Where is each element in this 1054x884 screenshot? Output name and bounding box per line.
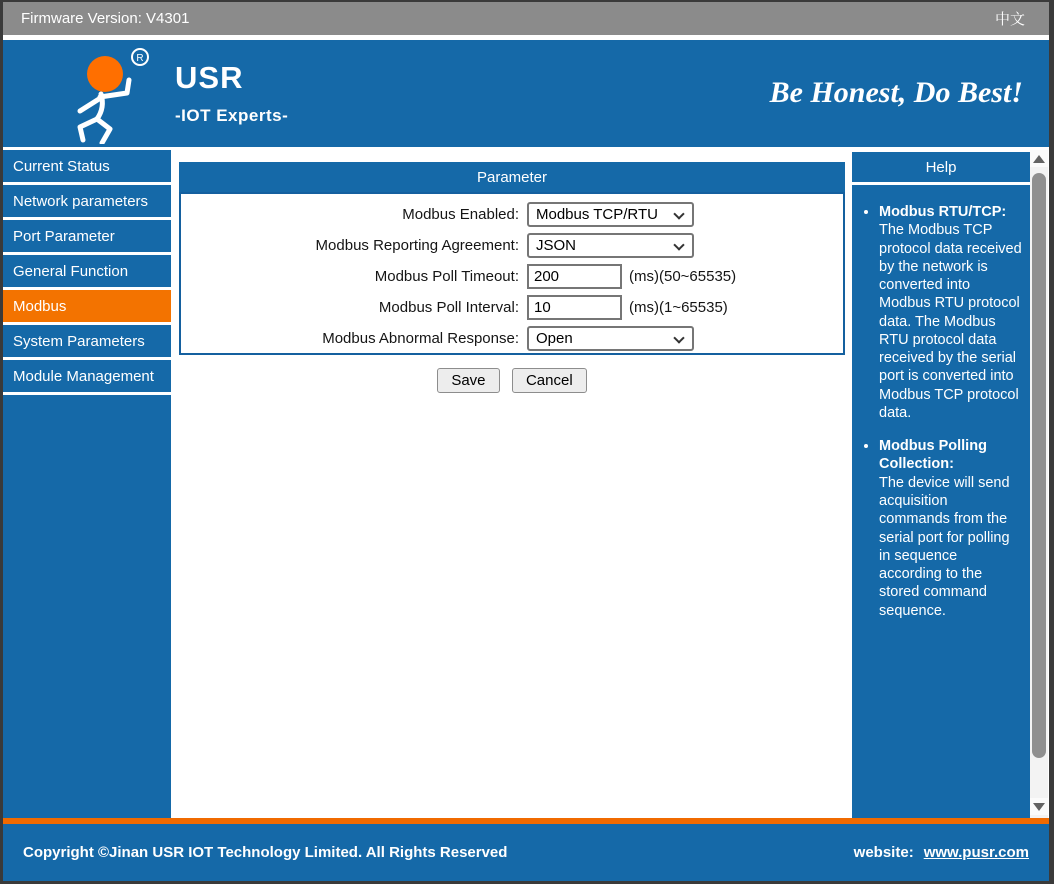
registered-mark: R	[136, 53, 144, 64]
usr-logo-icon	[43, 44, 161, 149]
sidebar-nav	[3, 150, 171, 818]
field-label: Modbus Abnormal Response:	[322, 330, 519, 347]
arrow-up-icon	[1033, 155, 1045, 163]
scroll-up-button[interactable]	[1030, 150, 1048, 167]
save-button[interactable]: Save	[437, 368, 499, 393]
brand-tagline: -IOT Experts-	[175, 106, 289, 125]
form-row-abnormal-response	[181, 323, 843, 354]
help-panel	[852, 152, 1030, 818]
help-item-modbus-polling: • Modbus Polling Collection: The device will send acquisition commands from the serial port for polling in sequence according to the stored command sequence.	[879, 437, 1022, 620]
chevron-down-icon	[673, 208, 684, 219]
firmware-version-label: Firmware Version: V4301	[21, 10, 190, 27]
form-row-poll-interval	[181, 292, 843, 323]
sidebar-item-port-parameter[interactable]: Port Parameter	[3, 220, 171, 255]
topbar	[3, 2, 1049, 35]
abnormal-response-select[interactable]: Open	[527, 326, 694, 351]
poll-timeout-input[interactable]	[527, 264, 622, 289]
sidebar-item-current-status[interactable]: Current Status	[3, 150, 171, 185]
website-label: website:	[853, 844, 914, 861]
sidebar-item-modbus[interactable]: Modbus	[3, 290, 171, 325]
brand-name: USR	[175, 60, 244, 95]
cancel-button[interactable]: Cancel	[512, 368, 587, 393]
brand-block	[175, 60, 288, 126]
field-label: Modbus Reporting Agreement:	[315, 237, 519, 254]
field-label: Modbus Poll Interval:	[378, 299, 519, 316]
field-label: Modbus Enabled:	[402, 206, 519, 223]
panel-title: Parameter	[179, 162, 845, 192]
form-row-poll-timeout	[181, 261, 843, 292]
slogan-text: Be Honest, Do Best!	[769, 76, 1023, 109]
help-content	[852, 185, 1030, 620]
reporting-agreement-select[interactable]: JSON	[527, 233, 694, 258]
sidebar-item-general-function[interactable]: General Function	[3, 255, 171, 290]
help-title: Help	[852, 152, 1030, 185]
chevron-down-icon	[673, 239, 684, 250]
copyright-text: Copyright ©Jinan USR IOT Technology Limited. All Rights Reserved	[23, 844, 508, 861]
sidebar-item-module-management[interactable]: Module Management	[3, 360, 171, 395]
poll-interval-input[interactable]	[527, 295, 622, 320]
sidebar-item-system-parameters[interactable]: System Parameters	[3, 325, 171, 360]
field-label: Modbus Poll Timeout:	[374, 268, 519, 285]
sidebar-item-network-parameters[interactable]: Network parameters	[3, 185, 171, 220]
field-hint: (ms)(1~65535)	[629, 299, 728, 316]
form-actions	[179, 368, 845, 393]
parameter-form	[179, 192, 845, 355]
scrollbar-thumb[interactable]	[1032, 173, 1046, 758]
form-row-reporting-agreement	[181, 230, 843, 261]
language-switch-link[interactable]: 中文	[994, 11, 1025, 28]
arrow-down-icon	[1033, 803, 1045, 811]
vertical-scrollbar	[1030, 150, 1048, 818]
form-row-modbus-enabled	[181, 199, 843, 230]
modbus-enabled-select[interactable]: Modbus TCP/RTU	[527, 202, 694, 227]
website-link[interactable]: www.pusr.com	[923, 844, 1029, 861]
header	[3, 40, 1049, 147]
footer	[3, 824, 1049, 881]
help-item-modbus-rtu-tcp: • Modbus RTU/TCP: The Modbus TCP protocol data received by the network is converted into Modbus RTU protocol data. The Modbus RTU protocol data received by the serial port is converted into Modbus TCP protocol data.	[879, 203, 1022, 422]
chevron-down-icon	[673, 332, 684, 343]
field-hint: (ms)(50~65535)	[629, 268, 737, 285]
scroll-down-button[interactable]	[1030, 798, 1048, 815]
